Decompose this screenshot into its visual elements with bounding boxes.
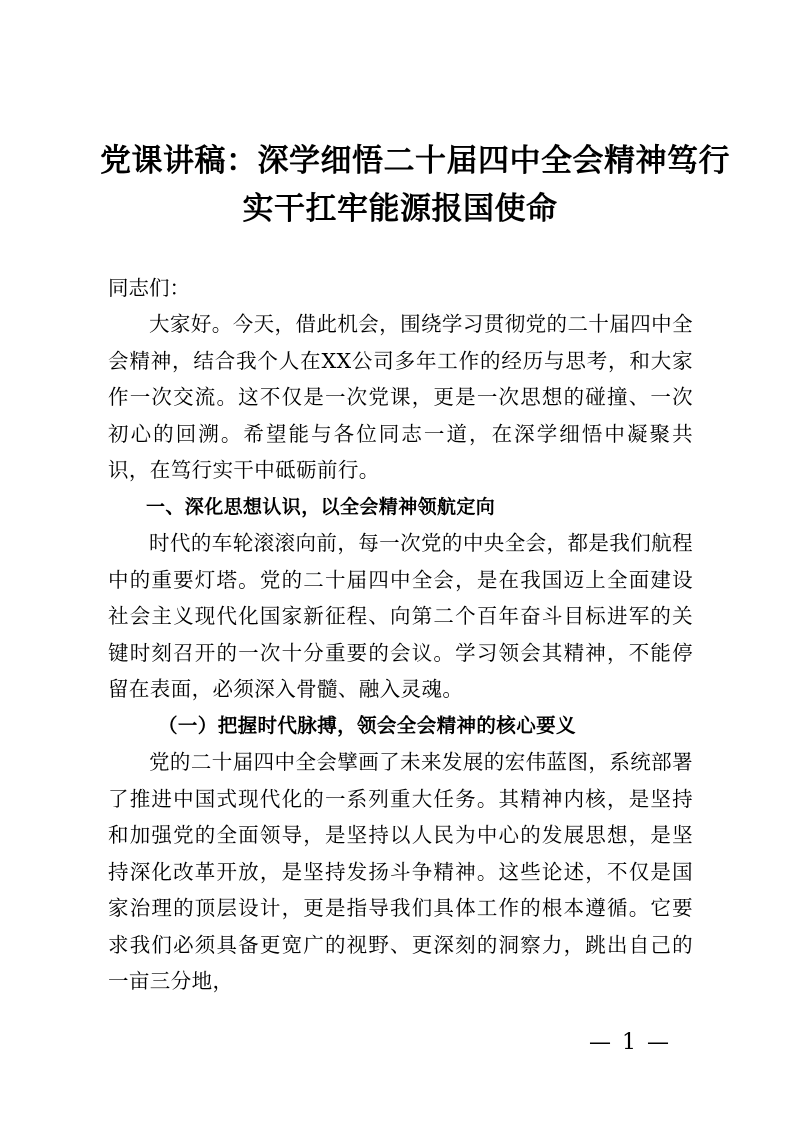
document-title xyxy=(100,137,730,233)
salutation: 同志们： xyxy=(108,276,190,300)
title-line-1: 党课讲稿：深学细悟二十届四中全会精神笃行 xyxy=(100,143,730,179)
document-body xyxy=(108,306,693,1000)
subsection-1-paragraph: 党的二十届四中全会擘画了未来发展的宏伟蓝图，系统部署了推进中国式现代化的一系列重大任务。其精神内核，是坚持和加强党的全面领导，是坚持以人民为中心的发展思想，是坚持深化改革开放，是坚持发扬斗争精神。这些论述，不仅是国家治理的顶层设计，更是指导我们具体工作的根本遵循。它要求我们必须具备更宽广的视野、更深刻的洞察力，跳出自己的一亩三分地， xyxy=(108,750,693,993)
section-heading-1: 一、深化思想认识，以全会精神领航定向 xyxy=(146,495,496,518)
page-number: — 1 — xyxy=(589,1030,671,1055)
intro-paragraph: 大家好。今天，借此机会，围绕学习贯彻党的二十届四中全会精神，结合我个人在XX公司多年工作的经历与思考，和大家作一次交流。这不仅是一次党课，更是一次思想的碰撞、一次初心的回溯。希望能与各位同志一道，在深学细悟中凝聚共识，在笃行实干中砥砺前行。 xyxy=(108,312,693,482)
title-line-2: 实干扛牢能源报国使命 xyxy=(242,191,558,227)
section-1-paragraph: 时代的车轮滚滚向前，每一次党的中央全会，都是我们航程中的重要灯塔。党的二十届四中全会，是在我国迈上全面建设社会主义现代化国家新征程、向第二个百年奋斗目标进军的关键时刻召开的一次十分重要的会议。学习领会其精神，不能停留在表面，必须深入骨髓、融入灵魂。 xyxy=(108,531,693,701)
subsection-heading-1: （一）把握时代脉搏，领会全会精神的核心要义 xyxy=(158,713,576,737)
